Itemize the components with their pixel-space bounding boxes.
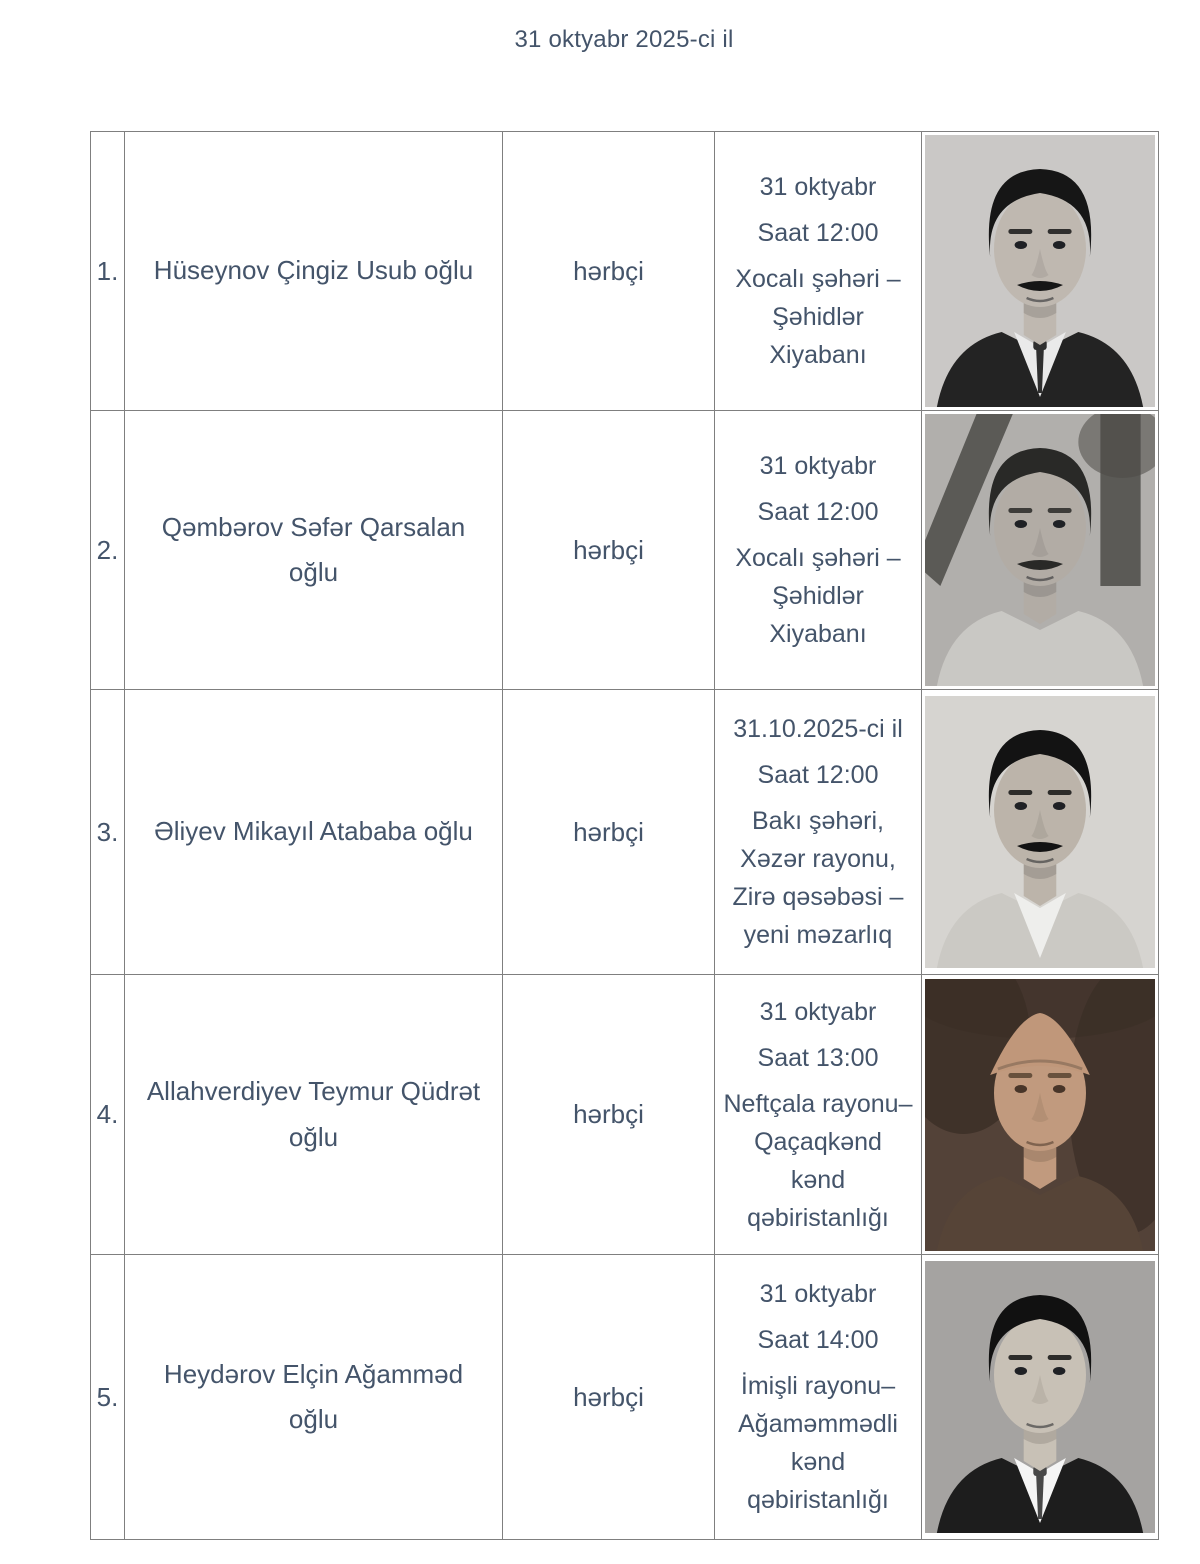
occupation-label: hərbçi bbox=[503, 132, 715, 411]
photo-cell bbox=[922, 975, 1159, 1255]
row-number: 3. bbox=[91, 690, 125, 975]
table-row bbox=[91, 1255, 1159, 1540]
ceremony-date: 31 oktyabr bbox=[759, 1280, 877, 1308]
photo-cell bbox=[922, 690, 1159, 975]
ceremony-time: Saat 12:00 bbox=[757, 219, 879, 247]
page-title: 31 oktyabr 2025-ci il bbox=[514, 26, 734, 53]
person-name: Qəmbərov Səfər Qarsalan oğlu bbox=[125, 411, 503, 690]
ceremony-time: Saat 12:00 bbox=[757, 498, 879, 526]
portrait-photo bbox=[925, 696, 1155, 968]
person-name: Hüseynov Çingiz Usub oğlu bbox=[125, 132, 503, 411]
ceremony-location: Neftçala rayonu– Qaçaqkənd kənd qəbiristanlığı bbox=[723, 1089, 913, 1232]
ceremony-location: Bakı şəhəri, Xəzər rayonu, Zirə qəsəbəsi – yeni məzarlıq bbox=[732, 807, 904, 949]
ceremony-details bbox=[715, 411, 922, 690]
occupation-label: hərbçi bbox=[503, 1255, 715, 1540]
photo-cell bbox=[922, 411, 1159, 690]
table-row bbox=[91, 411, 1159, 690]
row-number: 4. bbox=[91, 975, 125, 1255]
ceremony-time: Saat 13:00 bbox=[757, 1043, 879, 1072]
ceremony-date: 31 oktyabr bbox=[759, 452, 877, 480]
row-number: 1. bbox=[91, 132, 125, 411]
person-name: Əliyev Mikayıl Atababa oğlu bbox=[125, 690, 503, 975]
table-row bbox=[91, 132, 1159, 411]
ceremony-date: 31.10.2025-ci il bbox=[733, 715, 903, 743]
ceremony-details bbox=[715, 690, 922, 975]
photo-cell bbox=[922, 1255, 1159, 1540]
ceremony-location: Xocalı şəhəri – Şəhidlər Xiyabanı bbox=[735, 265, 901, 369]
occupation-label: hərbçi bbox=[503, 975, 715, 1255]
table-row bbox=[91, 690, 1159, 975]
row-number: 5. bbox=[91, 1255, 125, 1540]
memorial-table bbox=[90, 131, 1159, 1540]
ceremony-location: Xocalı şəhəri – Şəhidlər Xiyabanı bbox=[735, 544, 901, 648]
ceremony-details bbox=[715, 132, 922, 411]
person-name: Allahverdiyev Teymur Qüdrət oğlu bbox=[125, 975, 503, 1255]
photo-cell bbox=[922, 132, 1159, 411]
ceremony-date: 31 oktyabr bbox=[759, 997, 877, 1026]
ceremony-location: İmişli rayonu– Ağaməmmədli kənd qəbiristanlığı bbox=[738, 1372, 898, 1514]
occupation-label: hərbçi bbox=[503, 411, 715, 690]
portrait-photo bbox=[925, 1261, 1155, 1533]
ceremony-time: Saat 14:00 bbox=[757, 1326, 879, 1354]
occupation-label: hərbçi bbox=[503, 690, 715, 975]
ceremony-details bbox=[715, 1255, 922, 1540]
portrait-photo bbox=[925, 135, 1155, 407]
portrait-photo bbox=[925, 414, 1155, 686]
person-name: Heydərov Elçin Ağamməd oğlu bbox=[125, 1255, 503, 1540]
portrait-photo bbox=[925, 979, 1155, 1251]
row-number: 2. bbox=[91, 411, 125, 690]
ceremony-time: Saat 12:00 bbox=[757, 761, 879, 789]
table-row bbox=[91, 975, 1159, 1255]
ceremony-date: 31 oktyabr bbox=[759, 173, 877, 201]
memorial-table-body bbox=[91, 132, 1159, 1540]
ceremony-details bbox=[715, 975, 922, 1255]
